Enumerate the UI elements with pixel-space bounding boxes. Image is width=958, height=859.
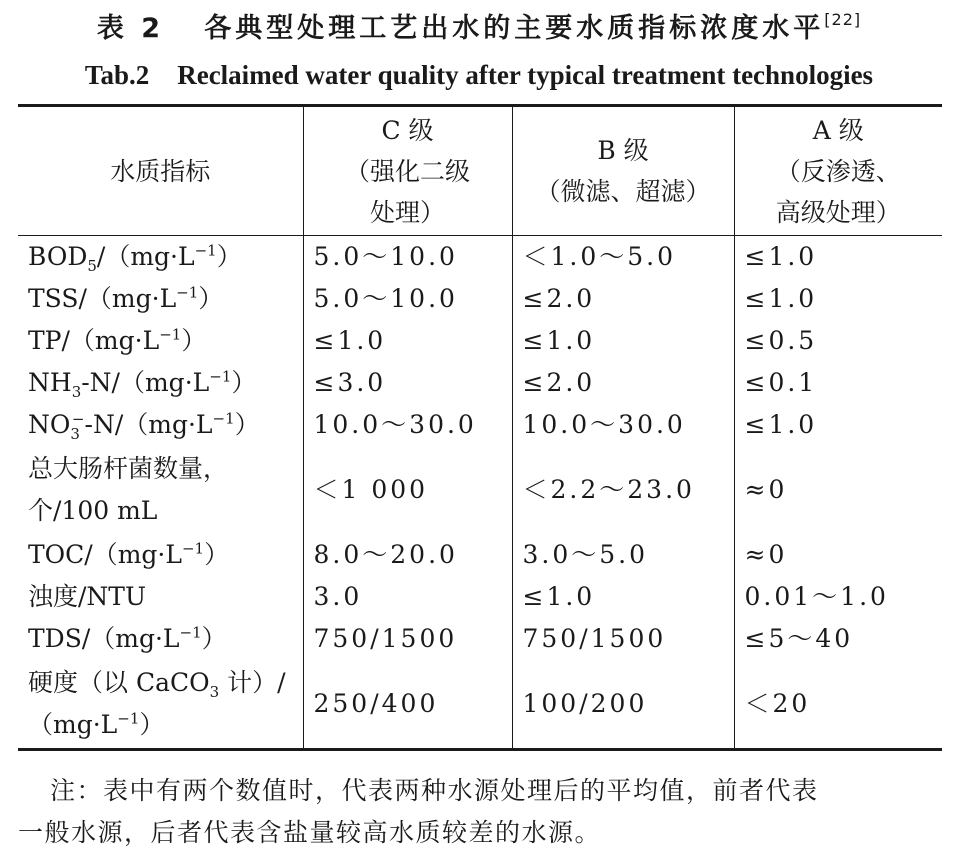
value-a: ≤1.0	[734, 278, 942, 320]
header-c-grade	[303, 106, 512, 236]
indicator-text: 浊度/NTU	[28, 582, 147, 611]
header-a-grade-desc-1: （反渗透、	[775, 156, 901, 186]
value-c: ≤1.0	[303, 320, 512, 362]
indicator-cell	[18, 278, 303, 320]
header-indicator-label: 水质指标	[110, 156, 211, 186]
value-a: ≈0	[734, 446, 942, 534]
value-a: ≤0.1	[734, 362, 942, 404]
value-b: ＜2.2～23.0	[512, 446, 734, 534]
header-a-grade-desc-2: 高级处理）	[775, 197, 901, 227]
value-a: 0.01～1.0	[734, 576, 942, 618]
value-b: ＜1.0～5.0	[512, 236, 734, 279]
title-label-cn: 表 2	[96, 13, 165, 44]
table-row	[18, 404, 942, 446]
water-quality-table	[18, 104, 942, 751]
table-note	[18, 770, 942, 854]
value-b: ≤2.0	[512, 278, 734, 320]
indicator-cell	[18, 236, 303, 279]
indicator-cell	[18, 404, 303, 446]
value-c: 5.0～10.0	[303, 236, 512, 279]
indicator-text: （mg·L	[28, 710, 118, 739]
indicator-text: BOD	[28, 242, 88, 271]
indicator-sub: 3	[71, 383, 82, 401]
table-row	[18, 236, 942, 279]
table-row	[18, 362, 942, 404]
header-b-grade-desc: （微滤、超滤）	[535, 177, 711, 206]
indicator-text: TOC/（mg·L	[28, 540, 182, 569]
header-c-grade-title: C 级	[381, 115, 434, 145]
indicator-cell	[18, 660, 303, 750]
value-a: ≤1.0	[734, 404, 942, 446]
value-c: 250/400	[303, 660, 512, 750]
indicator-cell	[18, 446, 303, 534]
header-b-grade	[512, 106, 734, 236]
indicator-text: 硬度（以 CaCO	[28, 668, 210, 697]
indicator-text: 计）/	[219, 668, 286, 697]
title-label-en: Tab.2	[84, 60, 150, 90]
value-c: ＜1 000	[303, 446, 512, 534]
title-text-en: Reclaimed water quality after typical treatment technologies	[177, 60, 874, 90]
indicator-cell	[18, 362, 303, 404]
indicator-text: NH	[28, 368, 72, 397]
indicator-line	[28, 704, 303, 746]
indicator-sup: −1	[209, 367, 232, 386]
indicator-text: TSS/（mg·L	[28, 284, 177, 313]
indicator-cell	[18, 534, 303, 576]
indicator-text: ）	[198, 284, 224, 313]
indicator-sub: 5	[87, 257, 97, 275]
value-b: 100/200	[512, 660, 734, 750]
value-b: 750/1500	[512, 618, 734, 660]
indicator-text: ）	[181, 326, 207, 355]
indicator-text: ）	[204, 540, 230, 569]
value-a: ≤1.0	[734, 236, 942, 279]
value-c: 3.0	[303, 576, 512, 618]
indicator-text: ）	[234, 410, 260, 439]
value-b: ≤2.0	[512, 362, 734, 404]
table-row	[18, 446, 942, 534]
indicator-text: -N/（mg·L	[84, 410, 213, 439]
indicator-sub: 3	[70, 425, 80, 443]
indicator-sup: −	[71, 409, 85, 428]
indicator-text: NO	[28, 410, 71, 439]
value-a: ≈0	[734, 534, 942, 576]
indicator-text: 个/100 mL	[28, 496, 158, 525]
indicator-text: ）	[231, 368, 257, 397]
indicator-text: /（mg·L	[96, 242, 195, 271]
indicator-sub: 3	[209, 683, 220, 701]
table-row	[18, 534, 942, 576]
table-row	[18, 320, 942, 362]
header-b-grade-title: B 级	[597, 136, 649, 165]
indicator-cell	[18, 320, 303, 362]
value-a: ≤5～40	[734, 618, 942, 660]
value-b: ≤1.0	[512, 320, 734, 362]
indicator-sup: −1	[117, 709, 140, 728]
table-title-en	[0, 60, 958, 91]
indicator-sup: −1	[179, 623, 202, 642]
indicator-line	[28, 662, 303, 704]
note-line-1: 注：表中有两个数值时，代表两种水源处理后的平均值，前者代表	[50, 776, 819, 805]
header-a-grade	[734, 106, 942, 236]
header-a-grade-title: A 级	[812, 115, 864, 145]
value-c: 750/1500	[303, 618, 512, 660]
indicator-sup: −1	[181, 539, 205, 558]
header-c-grade-desc-1: （强化二级	[344, 156, 470, 186]
indicator-sup: −1	[176, 283, 199, 302]
indicator-cell	[18, 618, 303, 660]
title-text-cn: 各典型处理工艺出水的主要水质指标浓度水平	[204, 13, 825, 44]
table-row	[18, 660, 942, 750]
table-header-row	[18, 106, 942, 236]
indicator-text: -N/（mg·L	[81, 368, 210, 397]
value-a: ＜20	[734, 660, 942, 750]
indicator-text: TP/（mg·L	[28, 326, 160, 355]
note-line-2: 一般水源，后者代表含盐量较高水质较差的水源。	[18, 818, 602, 847]
value-c: 5.0～10.0	[303, 278, 512, 320]
value-c: 10.0～30.0	[303, 404, 512, 446]
indicator-text: TDS/（mg·L	[28, 624, 180, 653]
value-c: ≤3.0	[303, 362, 512, 404]
indicator-sup: −1	[212, 409, 235, 428]
title-ref: [22]	[824, 10, 862, 29]
indicator-text: ）	[139, 710, 165, 739]
value-b: 10.0～30.0	[512, 404, 734, 446]
table-row	[18, 618, 942, 660]
indicator-text: 总大肠杆菌数量，	[28, 454, 229, 483]
indicator-cell	[18, 576, 303, 618]
indicator-sup: −1	[159, 325, 182, 344]
table-row	[18, 576, 942, 618]
indicator-sup: −1	[194, 241, 217, 260]
indicator-text: ）	[216, 242, 242, 271]
value-b: 3.0～5.0	[512, 534, 734, 576]
value-a: ≤0.5	[734, 320, 942, 362]
header-indicator	[18, 106, 303, 236]
table-row	[18, 278, 942, 320]
value-c: 8.0～20.0	[303, 534, 512, 576]
table-title-cn	[0, 6, 958, 45]
header-c-grade-desc-2: 处理）	[369, 197, 445, 227]
indicator-text: ）	[201, 624, 227, 653]
value-b: ≤1.0	[512, 576, 734, 618]
